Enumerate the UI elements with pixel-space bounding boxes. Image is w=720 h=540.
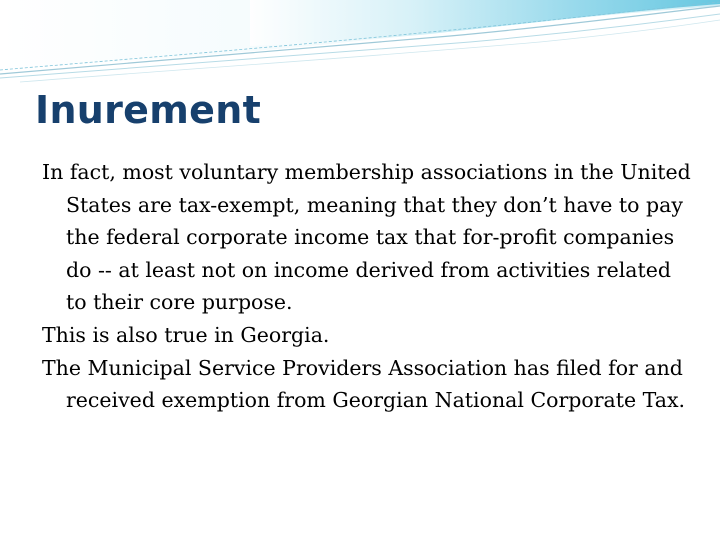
body-paragraph: In fact, most voluntary membership associations in the United States are tax-exempt, meaning that they don’t have to pay the federal corporate income tax that for-profit companies do -- at least not on income derived from activities related to their core purpose. (42, 160, 691, 315)
body-paragraph: The Municipal Service Providers Association has filed for and received exemption from Georgian National Corporate Tax. (42, 355, 686, 413)
slide-title: Inurement (35, 88, 262, 132)
slide-body (42, 156, 692, 417)
body-paragraph: This is also true in Georgia. (42, 322, 330, 347)
